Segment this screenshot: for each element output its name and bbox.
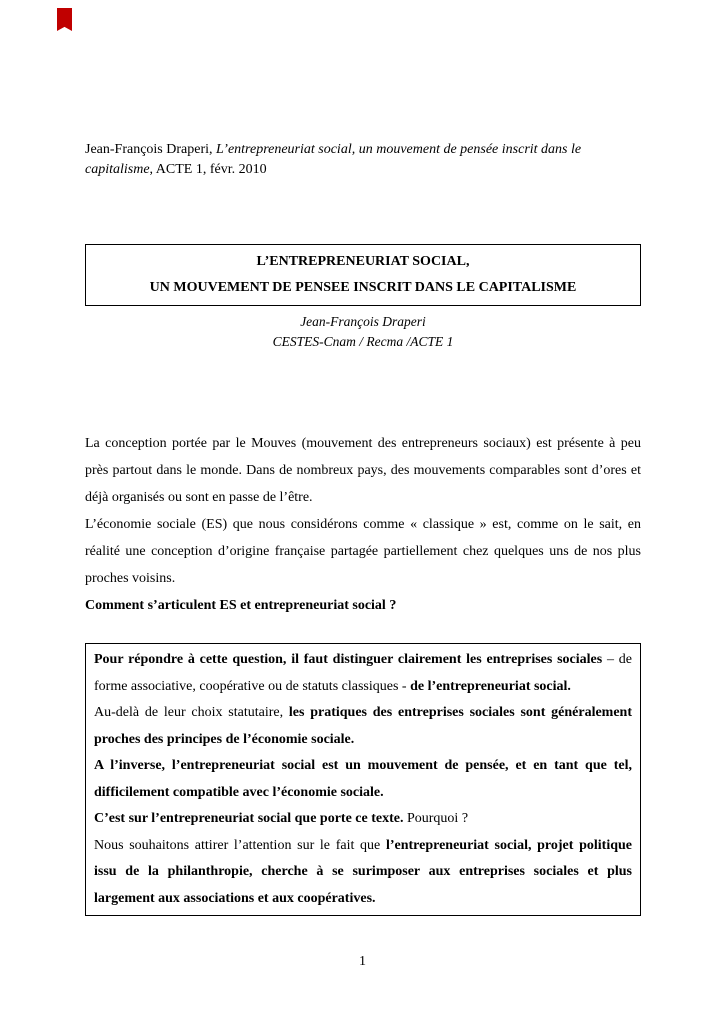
citation-line: Jean-François Draperi, L’entrepreneuriat social, un mouvement de pensée inscrit dans le capitalisme, ACTE 1, févr. 2010 [85, 142, 582, 177]
byline-block [85, 312, 641, 352]
page-content [85, 0, 641, 916]
highlight-box [85, 643, 641, 916]
author-affiliation: CESTES-Cnam / Recma /ACTE 1 [272, 334, 454, 349]
highlight-paragraph-3: A l’inverse, l’entrepreneuriat social est un mouvement de pensée, et en tant que tel, difficilement compatible avec l’économie sociale. [94, 758, 632, 800]
body-paragraph-2: L’économie sociale (ES) que nous considérons comme « classique » est, comme on le sait, en réalité une conception d’origine française partagée partiellement chez quelques uns de nos plus proches voisins. [85, 517, 641, 586]
document-title-line1: L’ENTREPRENEURIAT SOCIAL, [256, 254, 470, 269]
highlight-paragraph-5: Nous souhaitons attirer l’attention sur le fait que l’entrepreneuriat social, projet politique issu de la philanthropie, cherche à se surimposer aux entreprises sociales et plus largement aux associations et aux coopératives. [94, 837, 633, 906]
body-text [85, 430, 641, 619]
body-paragraph-question: Comment s’articulent ES et entrepreneuriat social ? [85, 598, 397, 613]
highlight-paragraph-2: Au-delà de leur choix statutaire, les pratiques des entreprises sociales sont généralement proches des principes de l’économie sociale. [94, 705, 633, 747]
highlight-paragraph-1: Pour répondre à cette question, il faut distinguer clairement les entreprises sociales – de forme associative, coopérative ou de statuts classiques - de l’entrepreneuriat social. [94, 652, 632, 694]
document-title-line2: UN MOUVEMENT DE PENSEE INSCRIT DANS LE CAPITALISME [149, 280, 577, 295]
red-bookmark-icon [57, 8, 72, 31]
page-number: 1 [359, 954, 366, 969]
title-box [85, 244, 641, 306]
highlight-paragraph-4: C’est sur l’entrepreneuriat social que porte ce texte. Pourquoi ? [94, 811, 469, 826]
body-paragraph-1: La conception portée par le Mouves (mouvement des entrepreneurs sociaux) est présente à peu près partout dans le monde. Dans de nombreux pays, des mouvements comparables sont d’ores et déjà organisés ou sont en passe de l’être. [85, 436, 641, 505]
author-name: Jean-François Draperi [300, 314, 426, 329]
